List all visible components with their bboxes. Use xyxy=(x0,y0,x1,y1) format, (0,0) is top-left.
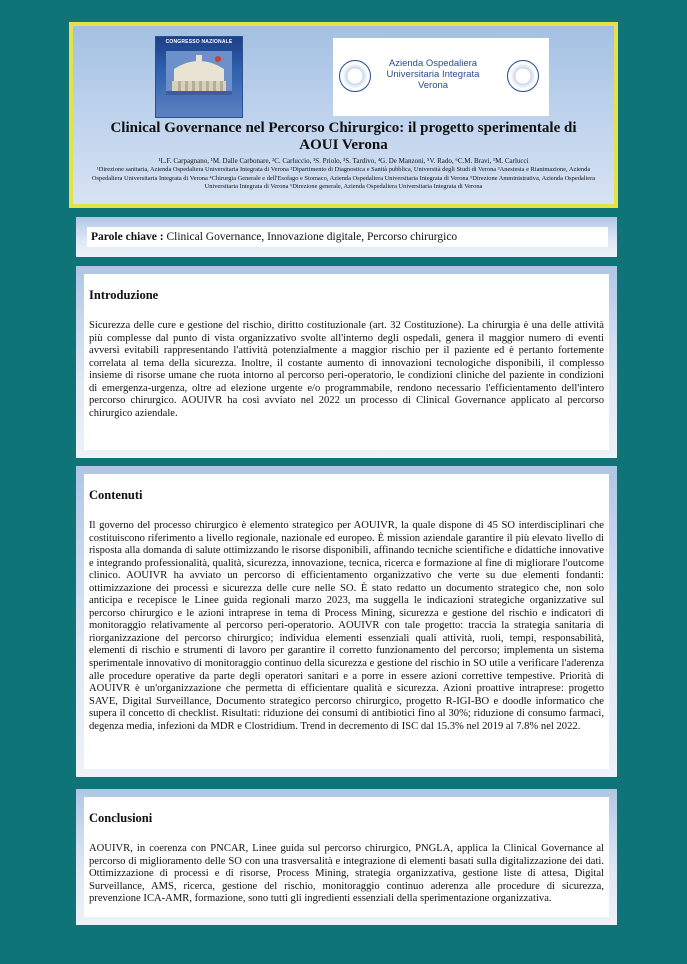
title-line2: AOUI Verona xyxy=(299,137,388,153)
org-name-line1: Azienda Ospedaliera xyxy=(388,58,478,69)
intro-title: Introduzione xyxy=(89,288,159,302)
keywords-box xyxy=(87,227,608,247)
conclusions-body: AOUIVR, in coerenza con PNCAR, Linee guida sul percorso chirurgico, PNGLA, applica la Clinical Governance al percorso di miglioramento delle SO con una trasversalità e integrazione di elementi basati sulla digitalizzazione dei dati. Ottimizzazione di processi e di risorse, Process Mining, strategia organizzativa, gestione liste di attesa, Digital Surveillance, AMS, ricerca, gestione del rischio, monitoraggio continuo aderenza alle procedure di sicurezza, prevenzione ICA-AMR, formazione, sono tutti gli ingredienti essenziali della sperimentazione organizzativa. xyxy=(89,843,604,905)
poster-title xyxy=(83,120,604,154)
keywords-text: Clinical Governance, Innovazione digitale, Percorso chirurgico xyxy=(163,231,458,243)
poster-header xyxy=(69,22,618,208)
building-illustration xyxy=(166,51,232,95)
authors: ¹L.F. Carpagnano, ¹M. Dalle Carbonare, ²C. Carluccio, ³S. Priolo, ³S. Tardivo, ⁴G. De Manzoni, ⁵V. Rado, ⁶C.M. Bravi, ¹M. Carlucci xyxy=(158,157,529,165)
organization-logo xyxy=(333,38,549,116)
crest-icon xyxy=(507,60,539,92)
org-name-line2: Universitaria Integrata xyxy=(386,69,480,80)
conclusions-box xyxy=(84,797,609,917)
conclusions-title: Conclusioni xyxy=(89,811,153,825)
conference-logo xyxy=(155,36,243,118)
intro-panel xyxy=(76,266,617,458)
organization-name xyxy=(373,58,493,91)
title-line1: Clinical Governance nel Percorso Chirurgico: il progetto sperimentale di xyxy=(110,120,577,136)
conference-label: CONGRESSO NAZIONALE xyxy=(165,39,233,45)
content-body: Il governo del processo chirurgico è elemento strategico per AOUIVR, la quale dispone di 45 SO interdisciplinari che costituiscono riferimento a livello regionale, nazionale ed europeo. È mission aziendale garantire il più elevato livello di risposta alla domanda di salute ottimizzando le risorse disponibili, affinando tecniche scientifiche e didattiche innovative e integrando professionalità, qualità, sicurezza, innovazione, tecnica, ricerca e formazione al fine di migliorare l'outcome clinico. AOUIVR ha avviato un percorso di efficientamento organizzativo che verte su due elementi fondanti: ottimizzazione dei processi e sicurezza delle cure nelle SO. È stato redatto un documento strategico che, non solo anticipa e recepisce le Linee guida regionali marzo 2023, ma suggella le indicazioni strategiche organizzative sul percorso chirurgico e le azioni intraprese in tema di Process Mining, sicurezza e gestione del rischio e indicatori di monitoraggio relativamente al percorso peri-operatorio. AOUIVR con tale progetto: traccia la strategia sanitaria di riorganizzazione del percorso chirurgico; individua elementi essenziali quali attività, ruoli, tempi, responsabilità, elementi di rischio e strumenti di lavoro per garantire il corretto funzionamento del percorso; implementa un sistema sperimentale innovativo di monitoraggio continuo della sicurezza e gestione del rischio in SO utile a verificare l'aderenza alle procedure operative da parte degli operatori sanitari e a porre in essere azioni correttive tempestive. Priorità di AOUIVR è un'organizzazione che permetta di efficientare qualità e sicurezza. Azioni proattive intraprese: progetto SAVE, Digital Surveillance, Documento strategico percorso chirurgico, progetto R-IGI-BO e doodle informatico che supera il concetto di checklist. Risultati: riduzione dei consumi di antibiotici fino al 30%; riduzione di consumo farmaci, degenza media, infezioni da MDR e Clostridium. Trend in decremento di ISC dal 15.3% nel 2019 al 7.8% nel 2022. xyxy=(89,520,604,732)
intro-body: Sicurezza delle cure e gestione del rischio, diritto costituzionale (art. 32 Costituzione). La chirurgia è una delle attività più complesse dal punto di vista organizzativo svolte all'interno degli ospedali, genera il maggior numero di eventi avversi evitabili rappresentando l'attività potenzialmente a maggior rischio per il paziente ed è pertanto fortemente correlata al tema della sicurezza. Inoltre, il costante aumento di innovazioni tecnologiche disponibili, il complesso insieme di risorse umane che ruota intorno al percorso peri-operatorio, le condizioni cliniche del paziente in condizioni di emergenza-urgenza, oltre ad elezione urgente e/o programmabile, rendono necessario l'efficientamento dell'intero percorso chirurgico. AOUIVR ha così avviato nel 2022 un processo di Clinical Governance applicato al percorso chirurgico aziendale. xyxy=(89,320,604,419)
content-box xyxy=(84,474,609,769)
conclusions-panel xyxy=(76,789,617,925)
affiliations: ¹Direzione sanitaria, Azienda Ospedaliera Universitaria Integrata di Verona ²Dipartimento di Diagnostica e Sanità pubblica, Università degli Studi di Verona ³Anestesia e Rianimazione, Azienda Ospedaliera Universitaria Integrata di Verona ⁴Chirurgia Generale e dell'Esofago e Stomaco, Azienda Ospedaliera Universitaria Integrata di Verona ⁵Direzione Amministrativa, Azienda Ospedaliera Universitaria Integrata di Verona ⁶Direzione generale, Azienda Ospedaliera Universitaria Integrata di Verona xyxy=(91,166,596,191)
seal-icon xyxy=(339,60,371,92)
content-title: Contenuti xyxy=(89,488,143,502)
content-panel xyxy=(76,466,617,777)
org-name-line3: Verona xyxy=(417,80,449,91)
keywords-panel xyxy=(76,217,617,257)
keywords-label: Parole chiave : xyxy=(91,231,164,243)
intro-box xyxy=(84,274,609,450)
